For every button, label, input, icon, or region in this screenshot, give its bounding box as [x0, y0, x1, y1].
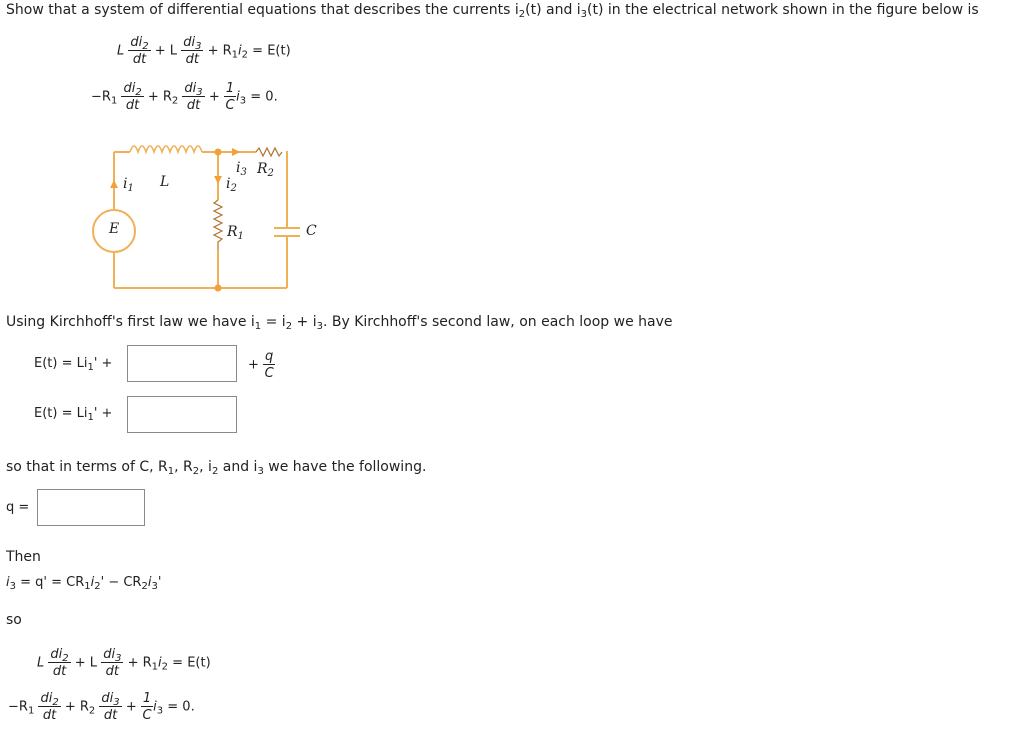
i3-equation: $i_3 = q' = CR_1i_2' - CR_2i_3'$: [6, 575, 162, 592]
label-i2: $i_2$: [226, 176, 237, 194]
kirchhoff-text: Using Kirchhoff's first law we have $i_1 = i_2 + i_3$. By Kirchhoff's second law, on each loop we have: [6, 314, 673, 332]
answer-box-1[interactable]: [127, 345, 237, 382]
loop-eq1: $E(t) = Li_1'$ +: [34, 356, 113, 373]
then-label: Then: [6, 549, 41, 565]
answer-box-2[interactable]: [127, 396, 237, 433]
system-eq1-bottom: L $\frac{di_2}{dt}$ + L $\frac{di_3}{dt}$ + $R_1i_2 = E(t)$: [37, 647, 211, 679]
inductor-coil: [130, 146, 202, 152]
label-R2: $R_2$: [257, 161, 274, 179]
terms-sentence: so that in terms of C, $R_1$, $R_2$, $i_2$ and $i_3$ we have the following.: [6, 459, 427, 477]
node-top: [215, 149, 222, 156]
arrow-i1-icon: [110, 180, 118, 188]
system-eq1-top: L $\frac{di_2}{dt}$ + L $\frac{di_3}{dt}$ + $R_1i_2 = E(t)$: [117, 35, 291, 67]
system-eq2-top: $-R_1$ $\frac{di_2}{dt}$ + $R_2$ $\frac{di_3}{dt}$ + $\frac{1}{C}$ $i_3 = 0$.: [91, 81, 278, 113]
arrow-i3-icon: [232, 148, 240, 156]
label-i1: $i_1$: [123, 176, 134, 194]
loop-eq2: $E(t) = Li_1'$ +: [34, 406, 113, 423]
resistor-r2: [256, 148, 282, 156]
label-E: E: [109, 221, 120, 237]
circuit-diagram: [80, 140, 320, 300]
label-L: L: [160, 174, 170, 190]
so-label: so: [6, 612, 22, 628]
label-i3: $i_3$: [236, 160, 247, 178]
system-eq2-bottom: $-R_1$ $\frac{di_2}{dt}$ + $R_2$ $\frac{di_3}{dt}$ + $\frac{1}{C}$ $i_3 = 0$.: [8, 691, 195, 723]
problem-statement: Show that a system of differential equations that describes the currents $i_2(t)$ and $i_3(t)$ in the electrical network shown in the figure below is: [6, 2, 979, 20]
label-R1: $R_1$: [227, 224, 244, 242]
resistor-r1: [214, 200, 222, 250]
node-bottom: [215, 285, 222, 292]
loop-eq1-tail: + $\frac{q}{C}$: [248, 349, 274, 381]
arrow-i2-icon: [214, 176, 222, 184]
answer-box-q[interactable]: [37, 489, 145, 526]
label-C: C: [306, 223, 317, 239]
q-label: q =: [6, 500, 30, 515]
